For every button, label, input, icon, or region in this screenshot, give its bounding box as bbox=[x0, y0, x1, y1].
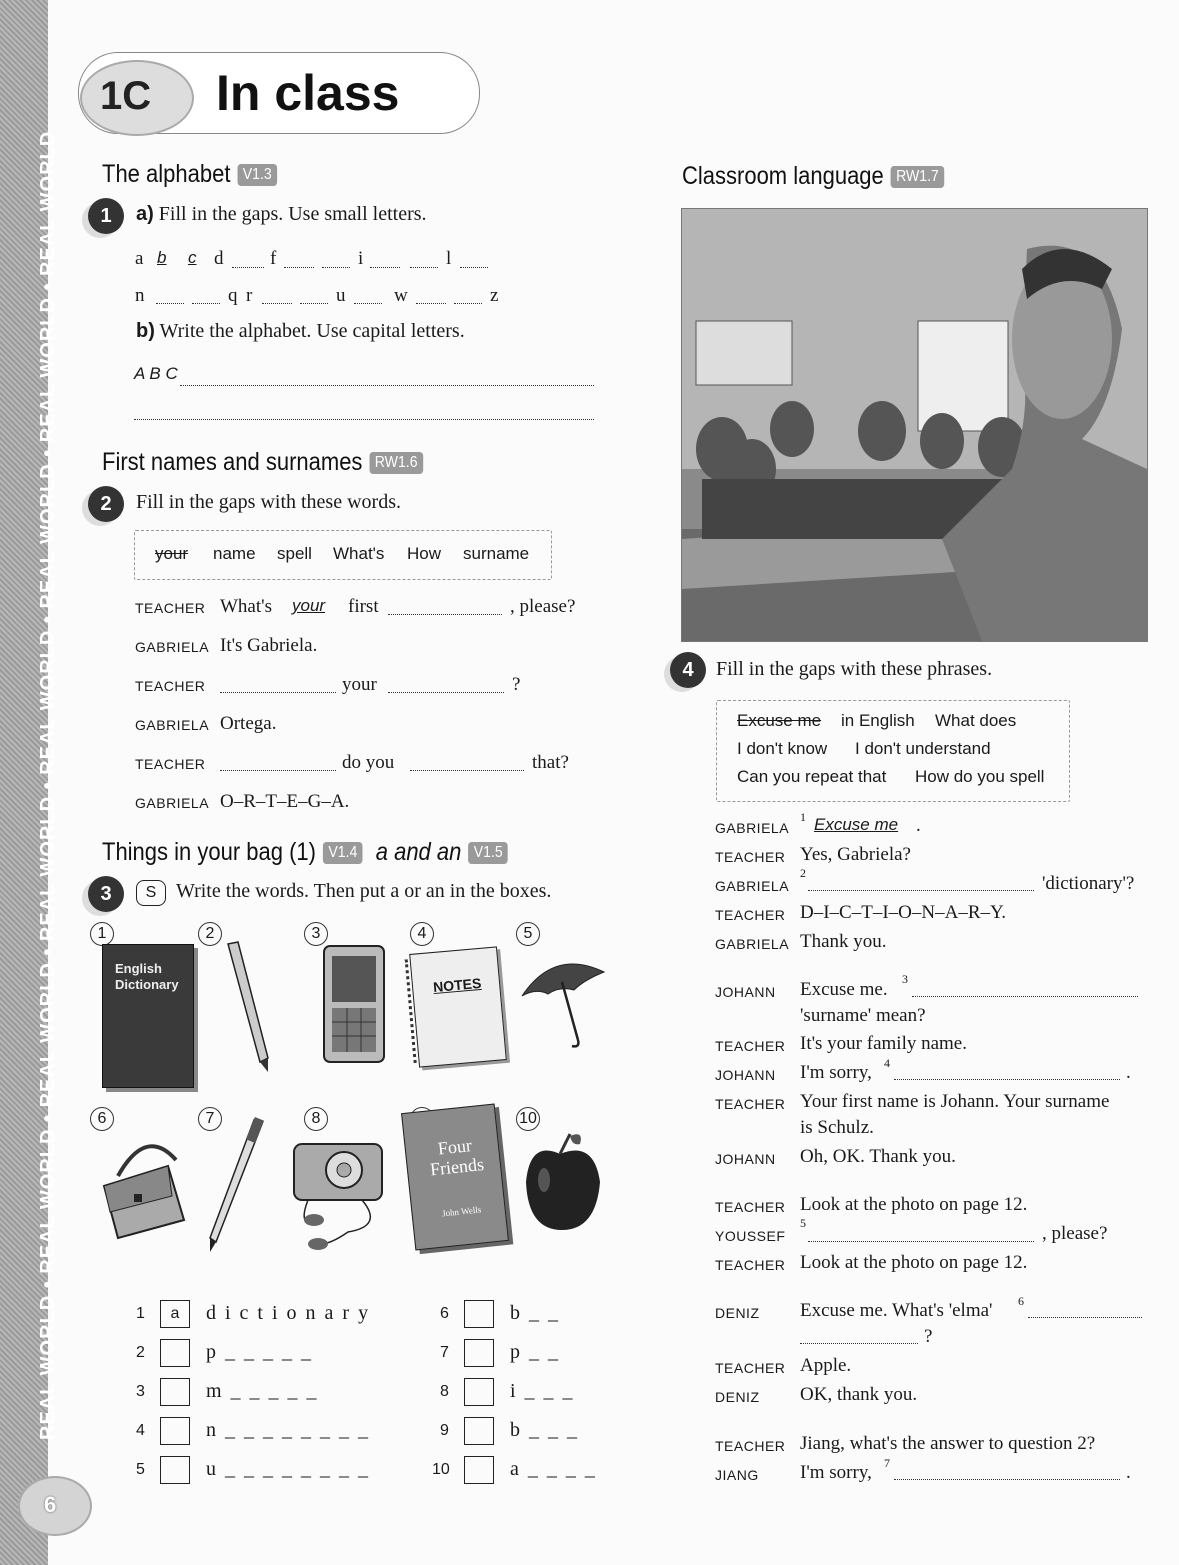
gap-number: 5 bbox=[800, 1216, 806, 1230]
capital-example: A B C bbox=[134, 364, 178, 383]
umbrella-icon bbox=[514, 946, 610, 1050]
article-box[interactable] bbox=[464, 1417, 494, 1445]
speaker: TEACHER bbox=[715, 1257, 786, 1273]
classroom-photo bbox=[681, 208, 1148, 642]
bag-heading: Things in your bag (1) V1.4 a and an V1.5 bbox=[102, 838, 508, 867]
word-surname: surname bbox=[463, 544, 530, 563]
line-text: Excuse me. What's 'elma' bbox=[800, 1300, 993, 1321]
answer-number: 8 bbox=[440, 1383, 449, 1400]
letter-w: w bbox=[394, 285, 408, 306]
speaker: TEACHER bbox=[715, 907, 786, 923]
gap bbox=[800, 1342, 918, 1344]
exercise-1a-instruction: a) Fill in the gaps. Use small letters. bbox=[136, 203, 427, 225]
exercise-3-number: 3 bbox=[88, 876, 124, 912]
gap bbox=[388, 613, 502, 615]
gap bbox=[300, 302, 328, 304]
letter-b: b bbox=[157, 248, 167, 267]
answer-word: b _ _ bbox=[510, 1302, 560, 1324]
line-text: , please? bbox=[510, 596, 576, 617]
gap bbox=[808, 889, 1034, 891]
exercise-2-instruction: Fill in the gaps with these words. bbox=[136, 491, 401, 513]
item-2-number: 2 bbox=[198, 922, 222, 946]
speaking-icon: S bbox=[136, 880, 166, 906]
letter-z: z bbox=[490, 285, 499, 306]
word-your: your bbox=[155, 544, 189, 563]
letter-q: q bbox=[228, 285, 238, 306]
line-text: Thank you. bbox=[800, 931, 887, 952]
letter-f: f bbox=[270, 248, 277, 269]
sidebar-text: REAL WORLD • REAL WORLD • REAL WORLD • REAL WORLD • REAL WORLD • REAL WORLD • REAL WORLD • REAL WORLD bbox=[37, 130, 59, 1440]
answer-number: 1 bbox=[136, 1305, 145, 1322]
gap bbox=[262, 302, 292, 304]
letter-r: r bbox=[246, 285, 253, 306]
gap bbox=[220, 691, 336, 693]
article-box[interactable] bbox=[160, 1456, 190, 1484]
line-text: . bbox=[1126, 1062, 1131, 1083]
word-box bbox=[134, 530, 552, 580]
item-5-number: 5 bbox=[516, 922, 540, 946]
apple-icon bbox=[520, 1130, 604, 1236]
answer-word: p _ _ _ _ _ bbox=[206, 1341, 313, 1363]
line-text: What's bbox=[220, 596, 272, 617]
answer-word: d i c t i o n a r y bbox=[206, 1302, 371, 1324]
phrase-can-you-repeat: Can you repeat that bbox=[737, 767, 887, 786]
gap bbox=[220, 769, 336, 771]
phrase-excuse-me: Excuse me bbox=[737, 711, 822, 730]
item-4-number: 4 bbox=[410, 922, 434, 946]
line-text: first bbox=[348, 596, 379, 617]
exercise-2-number: 2 bbox=[88, 486, 124, 522]
speaker: TEACHER bbox=[715, 1038, 786, 1054]
answer-word: a _ _ _ _ bbox=[510, 1458, 597, 1480]
phrase-box bbox=[716, 700, 1070, 802]
gap bbox=[388, 691, 504, 693]
answer-word: m _ _ _ _ _ bbox=[206, 1380, 319, 1402]
speaker: JOHANN bbox=[715, 1151, 776, 1167]
speaker: GABRIELA bbox=[135, 717, 210, 733]
alphabet-heading: The alphabet V1.3 bbox=[102, 160, 277, 189]
gap bbox=[156, 302, 184, 304]
answer-number: 3 bbox=[136, 1383, 145, 1400]
handwritten-answer: Excuse me bbox=[814, 815, 899, 834]
phrase-i-dont-understand: I don't understand bbox=[855, 739, 991, 758]
speaker: DENIZ bbox=[715, 1389, 760, 1405]
gap bbox=[912, 995, 1138, 997]
speaker: TEACHER bbox=[135, 678, 206, 694]
gap-number: 1 bbox=[800, 810, 806, 824]
pencil-icon bbox=[224, 940, 274, 1074]
line-text: that? bbox=[532, 752, 569, 773]
speaker: TEACHER bbox=[715, 1199, 786, 1215]
letter-a: a bbox=[135, 248, 144, 269]
capital-line-2 bbox=[134, 418, 594, 420]
phrase-what-does: What does bbox=[935, 711, 1017, 730]
page-title: In class bbox=[216, 65, 400, 121]
speaker: TEACHER bbox=[715, 1360, 786, 1376]
line-text: It's Gabriela. bbox=[220, 635, 318, 656]
answer-word: b _ _ _ bbox=[510, 1419, 579, 1441]
item-3-number: 3 bbox=[304, 922, 328, 946]
notebook-label: NOTES bbox=[432, 974, 482, 996]
line-text: your bbox=[342, 674, 377, 695]
gap-number: 6 bbox=[1018, 1294, 1024, 1308]
line-text: I'm sorry, bbox=[800, 1062, 872, 1083]
capital-line-1 bbox=[180, 384, 594, 386]
gap-number: 3 bbox=[902, 972, 908, 986]
line-text: Jiang, what's the answer to question 2? bbox=[800, 1433, 1096, 1454]
dictionary-icon bbox=[102, 944, 194, 1088]
names-heading: First names and surnames RW1.6 bbox=[102, 448, 423, 477]
gap bbox=[894, 1078, 1120, 1080]
answer-number: 5 bbox=[136, 1461, 145, 1478]
item-8-number: 8 bbox=[304, 1107, 328, 1131]
gap bbox=[232, 266, 264, 268]
handwritten-answer: your bbox=[292, 596, 326, 615]
exercise-1-number: 1 bbox=[88, 198, 124, 234]
article-box[interactable] bbox=[160, 1339, 190, 1367]
item-10-number: 10 bbox=[516, 1107, 540, 1131]
speaker: GABRIELA bbox=[135, 639, 210, 655]
page-number: 6 bbox=[44, 1492, 57, 1517]
real-world-sidebar bbox=[0, 0, 59, 1565]
speaker: JOHANN bbox=[715, 1067, 776, 1083]
article-box[interactable] bbox=[464, 1378, 494, 1406]
answer-word: n _ _ _ _ _ _ _ _ bbox=[206, 1419, 370, 1441]
line-text: , please? bbox=[1042, 1223, 1108, 1244]
gap bbox=[1028, 1316, 1142, 1318]
gap bbox=[416, 302, 446, 304]
notebook-icon bbox=[409, 946, 507, 1067]
names-tag: RW1.6 bbox=[369, 452, 422, 474]
line-text: O–R–T–E–G–A. bbox=[220, 791, 350, 812]
speaker: GABRIELA bbox=[715, 936, 790, 952]
gap-number: 7 bbox=[884, 1456, 890, 1470]
bag-icon bbox=[98, 1126, 194, 1244]
article-box[interactable] bbox=[464, 1300, 494, 1328]
phrase-how-do-you-spell: How do you spell bbox=[915, 767, 1045, 786]
ipod-icon bbox=[288, 1136, 388, 1254]
gap bbox=[894, 1478, 1120, 1480]
line-text: is Schulz. bbox=[800, 1117, 874, 1138]
bag-tag-1: V1.4 bbox=[323, 842, 363, 864]
speaker: GABRIELA bbox=[715, 820, 790, 836]
gap bbox=[454, 302, 482, 304]
letter-i: i bbox=[358, 248, 364, 269]
line-text: Yes, Gabriela? bbox=[800, 844, 911, 865]
word-whats: What's bbox=[333, 544, 385, 563]
speaker: TEACHER bbox=[715, 1438, 786, 1454]
exercise-4-instruction: Fill in the gaps with these phrases. bbox=[716, 658, 993, 680]
article-box[interactable] bbox=[160, 1417, 190, 1445]
gap bbox=[460, 266, 488, 268]
gap bbox=[370, 266, 400, 268]
speaker: TEACHER bbox=[135, 756, 206, 772]
letter-n: n bbox=[135, 285, 145, 306]
book-icon bbox=[401, 1103, 509, 1250]
gap-number: 2 bbox=[800, 866, 806, 880]
item-1-number: 1 bbox=[90, 922, 114, 946]
phrase-in-english: in English bbox=[841, 711, 915, 730]
speaker: GABRIELA bbox=[135, 795, 210, 811]
line-text: Oh, OK. Thank you. bbox=[800, 1146, 956, 1167]
answer-word: u _ _ _ _ _ _ _ _ bbox=[206, 1458, 370, 1480]
exercise-3-instruction: Write the words. Then put a or an in the boxes. bbox=[176, 880, 552, 902]
speaker: TEACHER bbox=[135, 600, 206, 616]
speaker: YOUSSEF bbox=[715, 1228, 786, 1244]
word-name: name bbox=[213, 544, 256, 563]
speaker: TEACHER bbox=[715, 849, 786, 865]
classroom-tag: RW1.7 bbox=[891, 166, 944, 188]
page-number-badge bbox=[18, 1476, 92, 1536]
line-text: 'surname' mean? bbox=[800, 1005, 926, 1026]
word-spell: spell bbox=[277, 544, 312, 563]
article-box[interactable]: a bbox=[160, 1300, 190, 1328]
letter-l: l bbox=[446, 248, 452, 269]
article-box[interactable] bbox=[464, 1456, 494, 1484]
letter-u: u bbox=[336, 285, 346, 306]
line-text: Apple. bbox=[800, 1355, 852, 1376]
exercise-4-number: 4 bbox=[670, 652, 706, 688]
answer-number: 7 bbox=[440, 1344, 449, 1361]
answer-word: p _ _ bbox=[510, 1341, 560, 1363]
line-text: Look at the photo on page 12. bbox=[800, 1194, 1028, 1215]
answer-word: i _ _ _ bbox=[510, 1380, 575, 1402]
gap bbox=[284, 266, 314, 268]
a-and-an: a and an bbox=[375, 838, 462, 866]
gap bbox=[410, 266, 438, 268]
classroom-illustration bbox=[682, 209, 1147, 641]
line-text: Your first name is Johann. Your surname bbox=[800, 1091, 1110, 1112]
answer-number: 2 bbox=[136, 1344, 145, 1361]
mobile-phone-icon bbox=[318, 942, 390, 1066]
item-7-number: 7 bbox=[198, 1107, 222, 1131]
line-text: Look at the photo on page 12. bbox=[800, 1252, 1028, 1273]
item-6-number: 6 bbox=[90, 1107, 114, 1131]
line-text: . bbox=[1126, 1462, 1131, 1483]
answer-number: 10 bbox=[432, 1461, 450, 1478]
book-author: John Wells bbox=[441, 1204, 482, 1219]
line-text: I'm sorry, bbox=[800, 1462, 872, 1483]
line-text: ? bbox=[924, 1326, 933, 1347]
line-text: . bbox=[916, 815, 921, 836]
answer-number: 4 bbox=[136, 1422, 145, 1439]
article-box[interactable] bbox=[464, 1339, 494, 1367]
gap bbox=[322, 266, 350, 268]
line-text: OK, thank you. bbox=[800, 1384, 918, 1405]
gap bbox=[808, 1240, 1034, 1242]
answer-number: 9 bbox=[440, 1422, 449, 1439]
phrase-i-dont-know: I don't know bbox=[737, 739, 828, 758]
gap bbox=[354, 302, 382, 304]
speaker: TEACHER bbox=[715, 1096, 786, 1112]
gap bbox=[410, 769, 524, 771]
letter-c: c bbox=[188, 248, 197, 267]
letter-d: d bbox=[214, 248, 224, 269]
line-text: do you bbox=[342, 752, 395, 773]
article-box[interactable] bbox=[160, 1378, 190, 1406]
speaker: JIANG bbox=[715, 1467, 759, 1483]
line-text: Excuse me. bbox=[800, 979, 888, 1000]
line-text: Ortega. bbox=[220, 713, 277, 734]
alphabet-tag: V1.3 bbox=[237, 164, 277, 186]
dictionary-title: English Dictionary bbox=[115, 961, 179, 992]
line-text: It's your family name. bbox=[800, 1033, 967, 1054]
answer-number: 6 bbox=[440, 1305, 449, 1322]
speaker: DENIZ bbox=[715, 1305, 760, 1321]
unit-badge bbox=[80, 60, 194, 136]
gap-number: 4 bbox=[884, 1056, 890, 1070]
exercise-1b-instruction: b) Write the alphabet. Use capital letters. bbox=[136, 320, 465, 342]
speaker: GABRIELA bbox=[715, 878, 790, 894]
gap bbox=[192, 302, 220, 304]
line-text: 'dictionary'? bbox=[1042, 873, 1135, 894]
line-text: ? bbox=[512, 674, 521, 695]
bag-tag-2: V1.5 bbox=[468, 842, 508, 864]
speaker: JOHANN bbox=[715, 984, 776, 1000]
book-title: Four Friends bbox=[429, 1135, 485, 1180]
line-text: D–I–C–T–I–O–N–A–R–Y. bbox=[800, 902, 1007, 923]
pen-icon bbox=[202, 1116, 266, 1256]
word-how: How bbox=[407, 544, 442, 563]
classroom-heading: Classroom language RW1.7 bbox=[682, 162, 944, 191]
unit-code: 1C bbox=[100, 74, 152, 118]
